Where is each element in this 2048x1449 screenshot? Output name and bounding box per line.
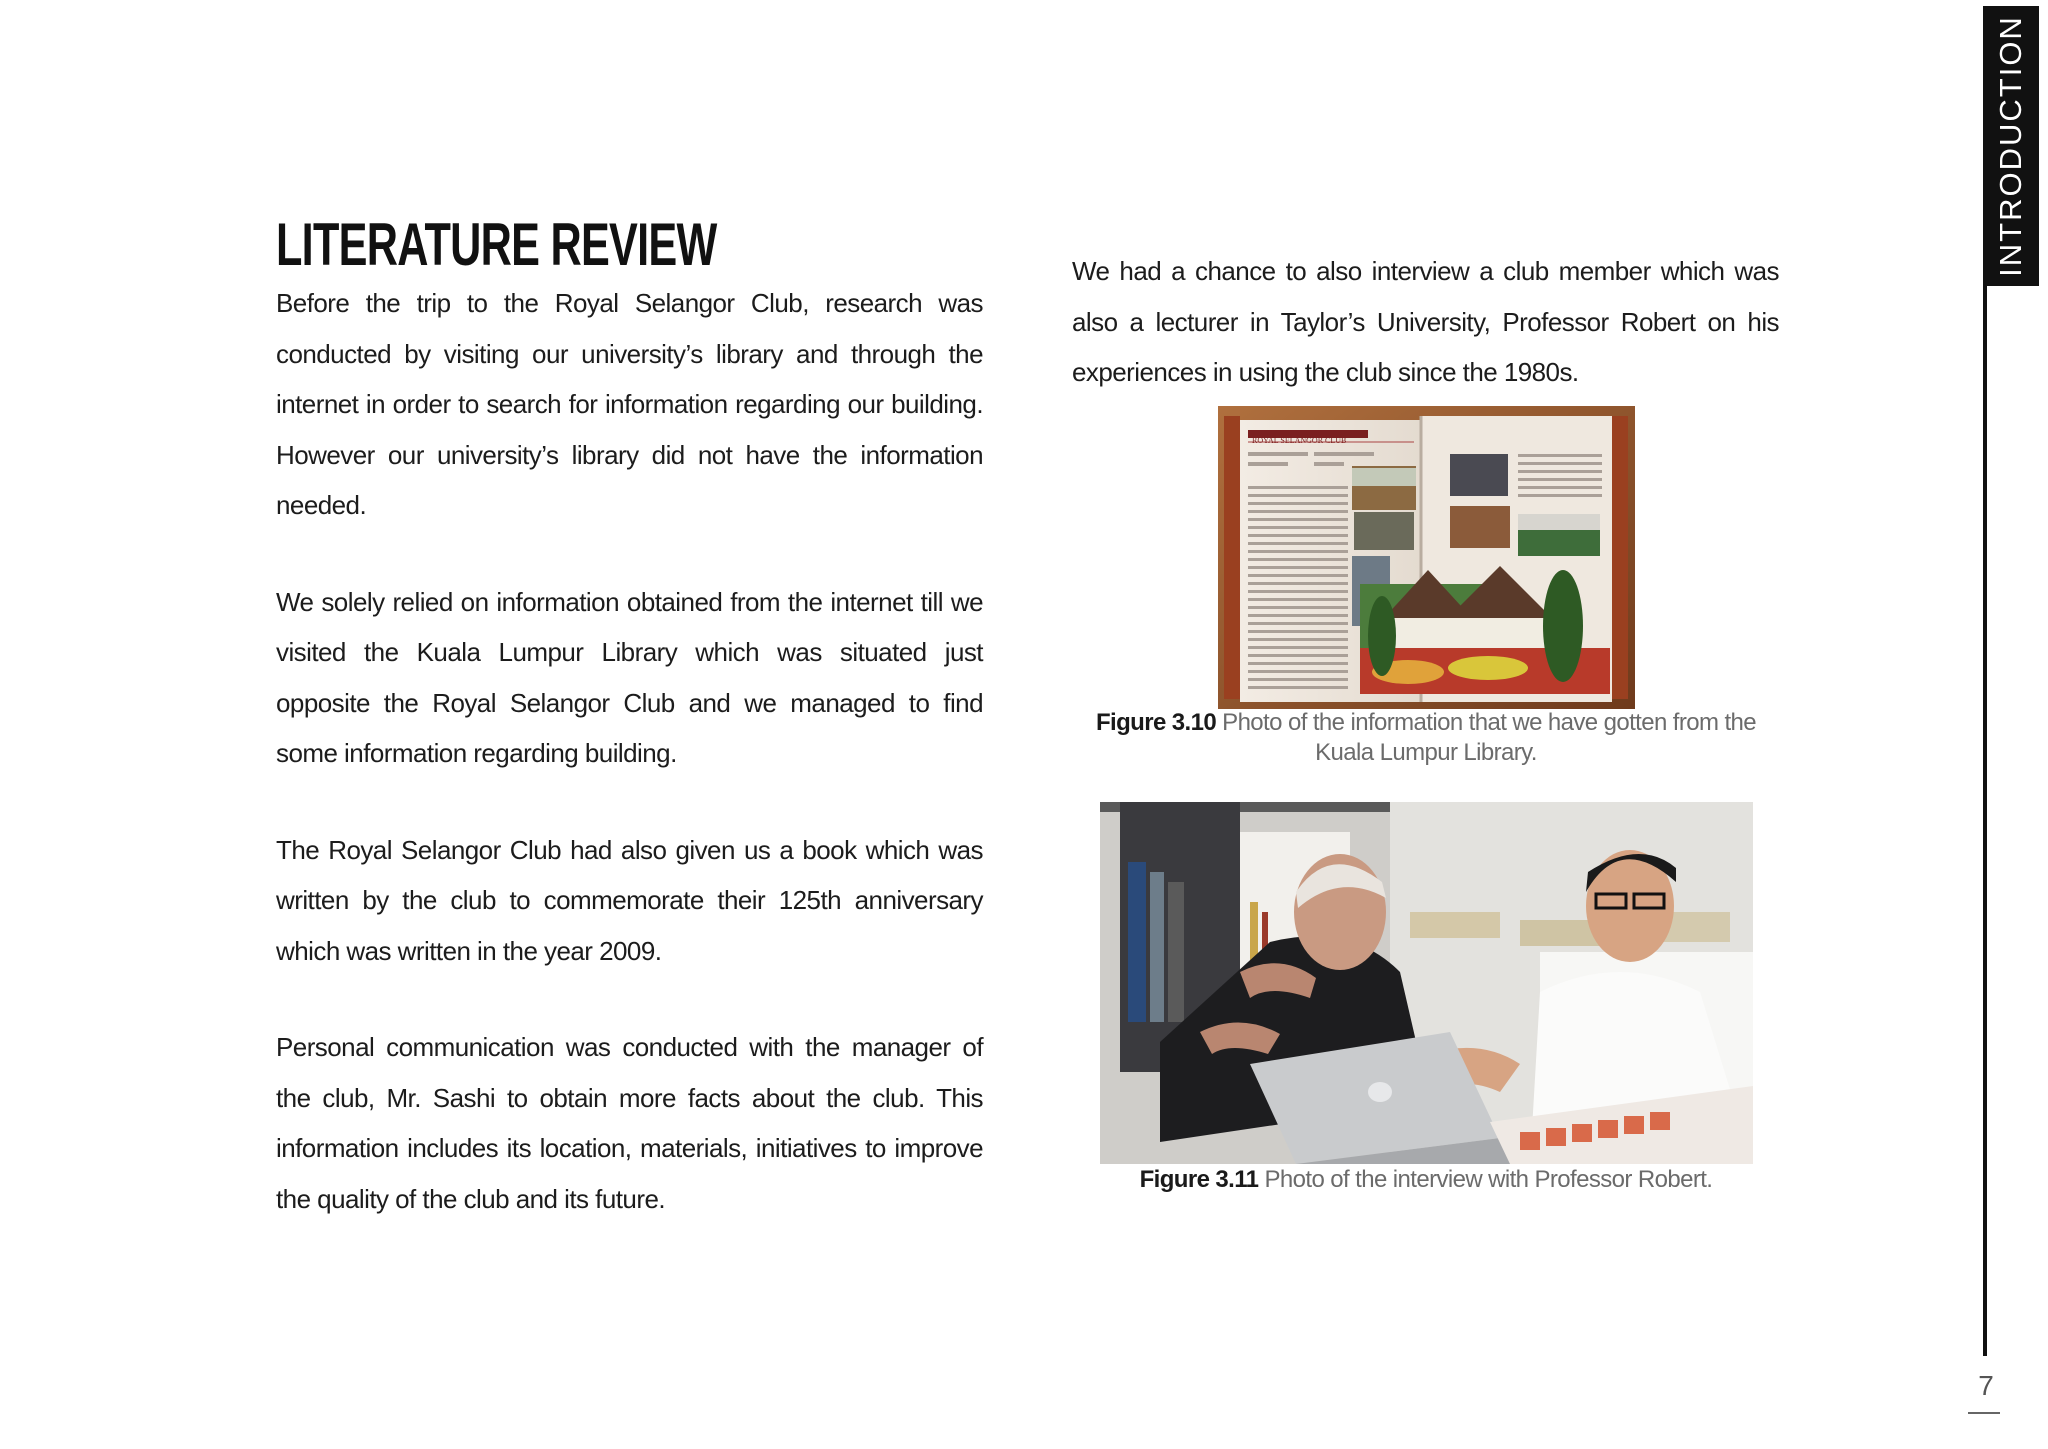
figure-label: Figure 3.10 (1095, 709, 1217, 736)
margin-rule (1983, 286, 1987, 1356)
book-photo-illustration (1218, 406, 1635, 709)
figure-interview-photo (1100, 802, 1753, 1164)
paragraph-kl-library: We solely relied on information obtained from the internet till we visited the Kuala Lumpur Library which was situated just opposite the Royal Selangor Club and we managed to find some information regarding building. (276, 586, 983, 768)
figure-caption-3-11 (1066, 1165, 1786, 1195)
left-column (276, 278, 983, 1224)
paragraph-anniversary-book: The Royal Selangor Club had also given us a book which was written by the club to commemorate their 125th anniversary which was written in the year 2009. (276, 834, 983, 966)
right-column (1072, 246, 1779, 398)
figure-label: Figure 3.11 (1139, 1166, 1259, 1193)
section-tab-label: INTRODUCTION (1993, 15, 2028, 277)
book-page-header: ROYAL SELANGOR CLUB (1252, 436, 1347, 445)
interview-photo-illustration (1100, 802, 1753, 1164)
paragraph-interview: We had a chance to also interview a club member which was also a lecturer in Taylor’s University, Professor Robert on his experiences in using the club since the 1980s. (1072, 256, 1779, 387)
paragraph-personal-communication: Personal communication was conducted with the manager of the club, Mr. Sashi to obtain more facts about the club. This information includes its location, materials, initiatives to improve the quality of the club and its future. (276, 1032, 983, 1214)
section-tab (1983, 6, 2039, 286)
page-number: 7 (1978, 1370, 1994, 1401)
figure-caption-3-10 (1066, 708, 1786, 768)
figure-book-photo (1218, 406, 1635, 709)
page-number-underline (1968, 1412, 2000, 1414)
figure-caption-text: Photo of the information that we have gotten from the Kuala Lumpur Library. (1222, 709, 1757, 766)
paragraph-research: Before the trip to the Royal Selangor Club, research was conducted by visiting our university’s library and through the internet in order to search for information regarding our building. However our university’s library did not have the information needed. (276, 288, 983, 520)
figure-caption-text: Photo of the interview with Professor Robert. (1264, 1166, 1713, 1193)
page-title: LITERATURE REVIEW (276, 211, 717, 278)
